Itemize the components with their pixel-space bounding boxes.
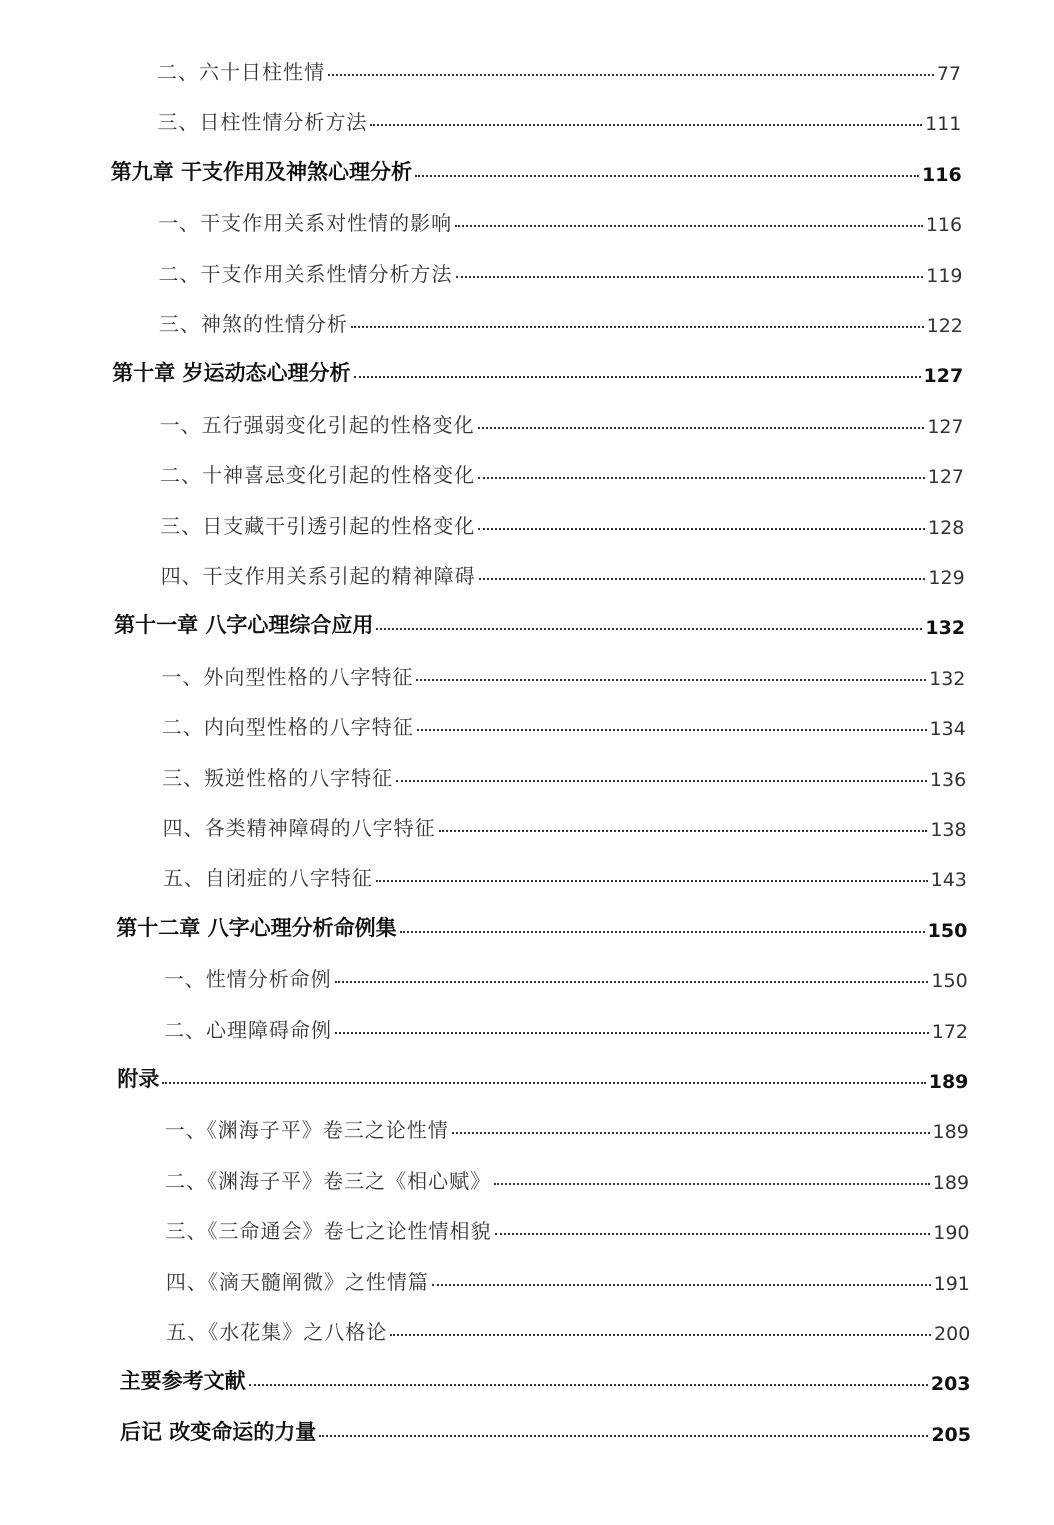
dot-leader xyxy=(417,729,927,731)
dot-leader xyxy=(162,1082,925,1084)
toc-entry-title: 第十一章 八字心理综合应用 xyxy=(114,613,374,638)
toc-page-number: 150 xyxy=(927,919,968,942)
dot-leader xyxy=(328,74,934,76)
toc-entry-title: 后记 改变命运的力量 xyxy=(120,1419,317,1444)
toc-page-number: 200 xyxy=(934,1323,971,1345)
toc-entry-title: 一、《渊海子平》卷三之论性情 xyxy=(164,1118,449,1143)
toc-section-entry xyxy=(166,1261,970,1295)
toc-chapter-entry xyxy=(114,605,965,639)
dot-leader xyxy=(455,225,923,227)
toc-page-number: 189 xyxy=(932,1121,969,1144)
toc-page-number: 143 xyxy=(930,869,967,892)
dot-leader xyxy=(416,679,926,681)
dot-leader xyxy=(335,981,929,983)
toc-entry-title: 三、叛逆性格的八字特征 xyxy=(162,765,394,790)
toc-page-number: 136 xyxy=(929,768,967,791)
toc-page-number: 119 xyxy=(926,264,963,287)
dot-leader xyxy=(396,780,927,782)
toc-section-entry xyxy=(157,51,961,85)
dot-leader xyxy=(400,931,925,933)
dot-leader xyxy=(415,175,919,177)
toc-entry-title: 四、《滴天髓阐微》之性情篇 xyxy=(165,1269,429,1294)
toc-entry-title: 二、心理障碍命例 xyxy=(164,1017,332,1042)
toc-entry-title: 二、《渊海子平》卷三之《相心赋》 xyxy=(165,1168,492,1193)
dot-leader xyxy=(370,124,922,126)
toc-section-entry xyxy=(158,202,962,236)
toc-page-number: 127 xyxy=(927,466,964,489)
toc-section-entry xyxy=(165,1160,969,1194)
toc-section-entry xyxy=(163,807,967,841)
dot-leader xyxy=(478,528,925,530)
toc-page-number: 191 xyxy=(933,1272,970,1295)
dot-leader xyxy=(478,477,925,479)
toc-page-number: 111 xyxy=(925,113,962,136)
toc-entry-title: 一、五行强弱变化引起的性格变化 xyxy=(159,412,475,437)
toc-section-entry xyxy=(163,857,967,891)
dot-leader xyxy=(351,326,924,328)
toc-page-number: 127 xyxy=(923,365,964,388)
toc-entry-title: 三、《三命通会》卷七之论性情相貌 xyxy=(165,1219,492,1244)
toc-page-number: 127 xyxy=(927,415,964,438)
toc-page-number: 128 xyxy=(928,516,965,539)
dot-leader xyxy=(335,1032,929,1034)
toc-entry-title: 二、十神喜忌变化引起的性格变化 xyxy=(160,463,475,488)
toc-entry-title: 第十章 岁运动态心理分析 xyxy=(112,361,351,386)
toc-entry-title: 四、各类精神障碍的八字特征 xyxy=(162,816,436,840)
dot-leader xyxy=(354,376,921,378)
dot-leader xyxy=(495,1233,931,1235)
toc-entry-title: 四、干支作用关系引起的精神障碍 xyxy=(160,564,476,588)
toc-section-entry xyxy=(165,1109,969,1143)
dot-leader xyxy=(479,578,926,580)
toc-page-number: 172 xyxy=(931,1020,968,1043)
toc-entry-title: 三、神煞的性情分析 xyxy=(158,312,348,336)
toc-entry-title: 主要参考文献 xyxy=(119,1369,246,1394)
toc-entry-title: 二、内向型性格的八字特征 xyxy=(161,715,414,740)
toc-entry-title: 五、自闭症的八字特征 xyxy=(162,866,373,891)
dot-leader xyxy=(432,1284,931,1286)
toc-section-entry xyxy=(164,1009,968,1043)
toc-section-entry xyxy=(160,404,964,438)
toc-page-number: 129 xyxy=(928,567,965,589)
dot-leader xyxy=(376,880,928,882)
toc-page-number: 116 xyxy=(922,163,962,186)
toc-chapter-entry xyxy=(111,152,962,186)
toc-page-number: 190 xyxy=(933,1222,970,1245)
toc-section-entry xyxy=(162,706,966,740)
dot-leader xyxy=(456,276,924,278)
toc-chapter-entry xyxy=(116,908,967,942)
dot-leader xyxy=(452,1132,930,1134)
toc-page-number: 189 xyxy=(932,1171,970,1194)
toc-section-entry xyxy=(160,505,964,539)
toc-page-number: 77 xyxy=(936,63,961,85)
toc-entry-title: 三、日支藏干引透引起的性格变化 xyxy=(160,513,476,538)
toc-section-entry xyxy=(166,1311,970,1345)
toc-section-entry xyxy=(160,454,964,488)
toc-page-number: 134 xyxy=(929,718,966,741)
toc-section-entry xyxy=(159,253,963,287)
toc-section-entry xyxy=(166,1210,970,1244)
toc-entry-title: 五、《水花集》之八格论 xyxy=(166,1320,388,1344)
toc-chapter-entry xyxy=(112,353,963,387)
toc-page-number: 150 xyxy=(931,970,968,993)
toc-entry-title: 第十二章 八字心理分析命例集 xyxy=(116,915,397,940)
dot-leader xyxy=(494,1183,930,1185)
toc-section-entry xyxy=(162,757,966,791)
dot-leader xyxy=(478,427,925,429)
toc-entry-title: 二、六十日柱性情 xyxy=(157,60,325,84)
toc-entry-title: 二、干支作用关系性情分析方法 xyxy=(158,261,453,286)
dot-leader xyxy=(249,1384,928,1386)
toc-section-entry xyxy=(157,101,961,135)
toc-chapter-entry xyxy=(120,1361,971,1395)
dot-leader xyxy=(319,1435,928,1437)
toc-page-number: 116 xyxy=(925,214,963,237)
toc-section-entry xyxy=(161,555,965,589)
toc-entry-title: 一、外向型性格的八字特征 xyxy=(161,664,414,689)
toc-page-number: 203 xyxy=(930,1373,971,1396)
toc-chapter-entry xyxy=(120,1412,971,1446)
dot-leader xyxy=(390,1334,931,1336)
toc-page-number: 132 xyxy=(929,667,966,690)
toc-page-number: 132 xyxy=(925,617,966,640)
dot-leader xyxy=(439,830,928,832)
toc-section-entry xyxy=(161,656,965,690)
toc-section-entry xyxy=(159,303,963,337)
toc-page-number: 189 xyxy=(928,1071,969,1093)
toc-page-number: 205 xyxy=(931,1423,971,1446)
toc-entry-title: 附录 xyxy=(117,1067,160,1091)
toc-entry-title: 一、性情分析命例 xyxy=(163,967,332,992)
toc-entry-title: 一、干支作用关系对性情的影响 xyxy=(158,211,453,236)
toc-section-entry xyxy=(164,958,968,992)
toc-entry-title: 三、日柱性情分析方法 xyxy=(157,110,368,135)
toc-chapter-entry xyxy=(117,1059,968,1093)
toc-page-number: 122 xyxy=(926,315,963,337)
dot-leader xyxy=(376,628,922,630)
toc-entry-title: 第九章 干支作用及神煞心理分析 xyxy=(110,159,412,184)
toc-page-number: 138 xyxy=(930,819,967,841)
